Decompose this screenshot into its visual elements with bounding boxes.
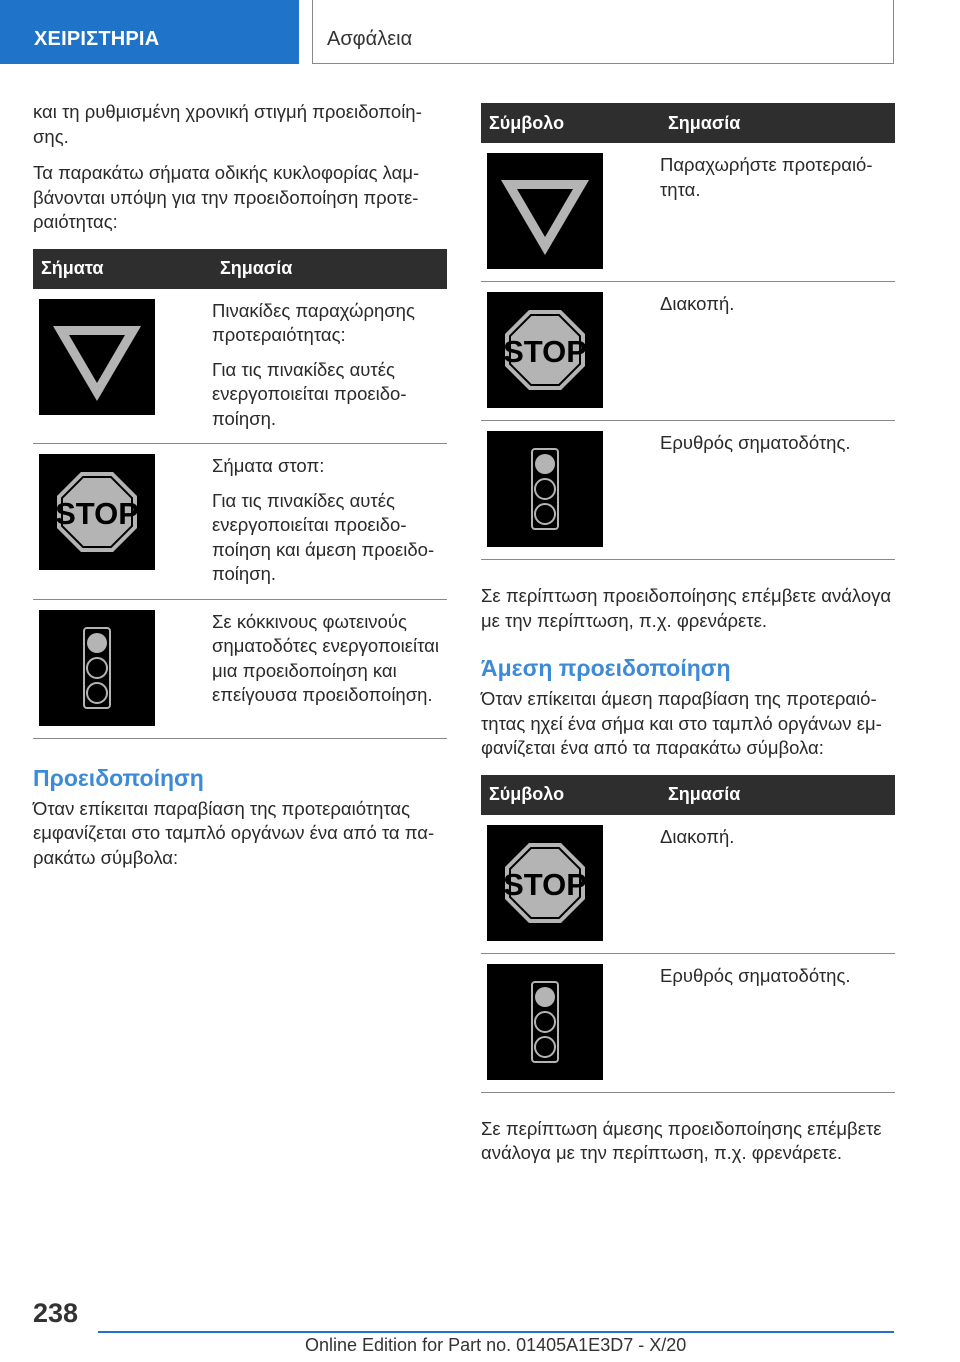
signs-table: [33, 249, 447, 739]
table-header-row: [481, 775, 895, 815]
table-row: [33, 444, 447, 600]
table-row: [33, 599, 447, 738]
traffic-light-icon: [487, 431, 603, 547]
row-text: Διακοπή.: [660, 825, 735, 847]
table-row: [481, 282, 895, 421]
table-row: [33, 289, 447, 444]
column-header-symbol: Σύμβολο: [481, 775, 651, 815]
row-text: Για τις πινακίδες αυτές ενεργοποιείται προειδοποίηση.: [212, 358, 407, 429]
row-text: Για τις πινακίδες αυτές ενεργοποιείται προειδοποίηση και άμεση προειδοποίηση.: [212, 489, 435, 584]
column-header-meaning: Σημασία: [651, 103, 895, 143]
table-header-row: [481, 103, 895, 143]
acute-warning-body: Όταν επίκειται άμεση παραβίαση της προτεραιότητας ηχεί ένα σήμα και στο ταμπλό οργάνων εμφανίζεται ένα από τα παρακάτω σύμβολα:: [481, 688, 882, 758]
traffic-light-icon: [487, 964, 603, 1080]
table-row: [481, 953, 895, 1092]
section-heading-acute-warning: Άμεση προειδοποίηση: [481, 655, 731, 681]
page-number: 238: [33, 1298, 79, 1328]
stop-sign-text: STOP: [503, 866, 587, 902]
stop-sign-icon: [39, 454, 155, 570]
traffic-light-icon: [39, 610, 155, 726]
yield-sign-icon: [39, 299, 155, 415]
row-text: Ερυθρός σηματοδότης.: [660, 432, 851, 453]
stop-sign-icon: [487, 825, 603, 941]
intro-paragraph-1: και τη ρυθμισμένη χρονική στιγμή προειδοποίησης.: [33, 101, 422, 147]
symbols-table-1: [481, 103, 895, 560]
column-header-signs: Σήματα: [33, 249, 203, 289]
footer-divider: [98, 1331, 894, 1333]
row-text: Παραχωρήστε προτεραιότητα.: [660, 154, 873, 200]
footer-edition: Online Edition for Part no. 01405A1E3D7 - X/20: [305, 1335, 687, 1355]
stop-sign-text: STOP: [503, 334, 587, 369]
row-text: Σε κόκκινους φωτεινούς σηματοδότες ενεργοποιείται μια προειδοποίηση και επείγουσα προειδοποίηση.: [212, 610, 439, 705]
section-tab[interactable]: [0, 0, 299, 64]
intro-paragraph-2: Τα παρακάτω σήματα οδικής κυκλοφορίας λαμβάνονται υπόψη για την προειδοποίηση προτεραιότητας:: [33, 162, 420, 232]
warning-action-text: Σε περίπτωση προειδοποίησης επέμβετε ανάλογα με την περίπτωση, π.χ. φρενάρετε.: [481, 585, 892, 631]
section-heading-warning: Προειδοποίηση: [33, 764, 204, 791]
chapter-header: [312, 0, 894, 64]
row-text: Πινακίδες παραχώρησης προτεραιότητας:: [212, 299, 415, 345]
stop-sign-text: STOP: [55, 496, 139, 531]
section-label: ΧΕΙΡΙΣΤΗΡΙΑ: [34, 28, 160, 50]
left-column: [33, 100, 447, 870]
symbols-table-2: [481, 775, 895, 1093]
table-row: [481, 421, 895, 560]
column-header-symbol: Σύμβολο: [481, 103, 651, 143]
acute-warning-action-text: Σε περίπτωση άμεσης προειδοποίησης επέμβετε ανάλογα με την περίπτωση, π.χ. φρενάρετε.: [481, 1117, 882, 1163]
chapter-title: Ασφάλεια: [327, 28, 413, 50]
row-text: Διακοπή.: [660, 293, 735, 314]
right-column: [481, 103, 895, 1166]
table-row: [481, 815, 895, 954]
yield-sign-icon: [487, 153, 603, 269]
warning-body: Όταν επίκειται παραβίαση της προτεραιότητας εμφανίζεται στο ταμπλό οργάνων ένα από τα παρακάτω σύμβολα:: [33, 797, 435, 868]
column-header-meaning: Σημασία: [203, 249, 447, 289]
row-text: Ερυθρός σηματοδότης.: [660, 964, 851, 986]
table-row: [481, 143, 895, 282]
table-header-row: [33, 249, 447, 289]
stop-sign-icon: [487, 292, 603, 408]
column-header-meaning: Σημασία: [651, 775, 895, 815]
row-text: Σήματα στοπ:: [212, 455, 325, 476]
